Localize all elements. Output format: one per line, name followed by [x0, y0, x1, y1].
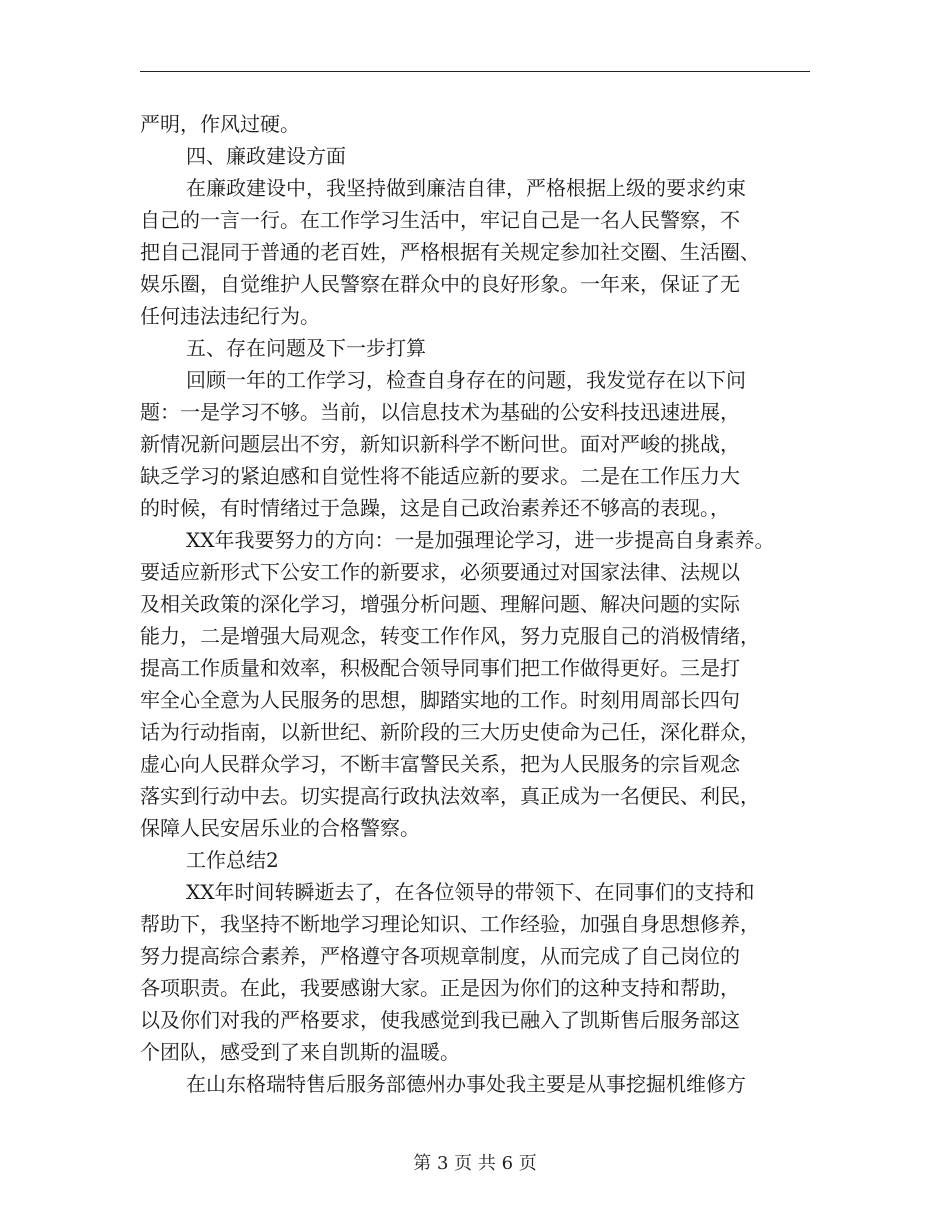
text-line: 能力，二是增强大局观念，转变工作作风，努力克服自己的消极情绪，	[140, 624, 760, 648]
text-line: 自己的一言一行。在工作学习生活中，牢记自己是一名人民警察，不	[140, 208, 740, 232]
text-line: 娱乐圈，自觉维护人民警察在群众中的良好形象。一年来，保证了无	[140, 272, 740, 296]
text-line: 四、廉政建设方面	[186, 144, 346, 168]
text-line: 新情况新问题层出不穷，新知识新科学不断问世。面对严峻的挑战，	[140, 432, 740, 456]
text-line: 牢全心全意为人民服务的思想，脚踏实地的工作。时刻用周部长四句	[140, 688, 740, 712]
text-line: 题：一是学习不够。当前，以信息技术为基础的公安科技迅速进展，	[140, 400, 740, 424]
text-line: 提高工作质量和效率，积极配合领导同事们把工作做得更好。三是打	[140, 656, 740, 680]
text-line: 落实到行动中去。切实提高行政执法效率，真正成为一名便民、利民，	[140, 784, 760, 808]
document-body	[140, 108, 812, 1100]
text-line: 以及你们对我的严格要求，使我感觉到我已融入了凯斯售后服务部这	[140, 1008, 740, 1032]
text-line: 各项职责。在此，我要感谢大家。正是因为你们的这种支持和帮助，	[140, 976, 740, 1000]
text-line: 缺乏学习的紧迫感和自觉性将不能适应新的要求。二是在工作压力大	[140, 464, 740, 488]
text-line: 任何违法违纪行为。	[140, 304, 320, 328]
text-line: 及相关政策的深化学习，增强分析问题、理解问题、解决问题的实际	[140, 592, 740, 616]
text-line: XX年我要努力的方向：一是加强理论学习，进一步提高自身素养。	[186, 528, 775, 552]
text-line: 把自己混同于普通的老百姓，严格根据有关规定参加社交圈、生活圈、	[140, 240, 760, 264]
text-line: 回顾一年的工作学习，检查自身存在的问题，我发觉存在以下问	[186, 368, 746, 392]
text-line: 严明，作风过硬。	[140, 112, 300, 136]
text-line: 虚心向人民群众学习，不断丰富警民关系，把为人民服务的宗旨观念	[140, 752, 740, 776]
text-line: XX年时间转瞬逝去了，在各位领导的带领下、在同事们的支持和	[186, 880, 755, 904]
text-line: 保障人民安居乐业的合格警察。	[140, 816, 420, 840]
text-line: 个团队，感受到了来自凯斯的温暖。	[140, 1040, 460, 1064]
text-line: 的时候，有时情绪过于急躁，这是自己政治素养还不够高的表现。，	[140, 496, 730, 520]
text-line: 在山东格瑞特售后服务部德州办事处我主要是从事挖掘机维修方	[186, 1072, 746, 1096]
text-line: 五、存在问题及下一步打算	[186, 336, 426, 360]
text-line: 要适应新形式下公安工作的新要求，必须要通过对国家法律、法规以	[140, 560, 740, 584]
page-footer: 第 3 页 共 6 页	[413, 1153, 537, 1174]
text-line: 工作总结2	[186, 848, 279, 872]
text-line: 在廉政建设中，我坚持做到廉洁自律，严格根据上级的要求约束	[186, 176, 746, 200]
header-rule	[140, 71, 810, 72]
text-line: 帮助下，我坚持不断地学习理论知识、工作经验，加强自身思想修养，	[140, 912, 760, 936]
text-line: 努力提高综合素养，严格遵守各项规章制度，从而完成了自己岗位的	[140, 944, 740, 968]
text-line: 话为行动指南，以新世纪、新阶段的三大历史使命为己任，深化群众，	[140, 720, 760, 744]
